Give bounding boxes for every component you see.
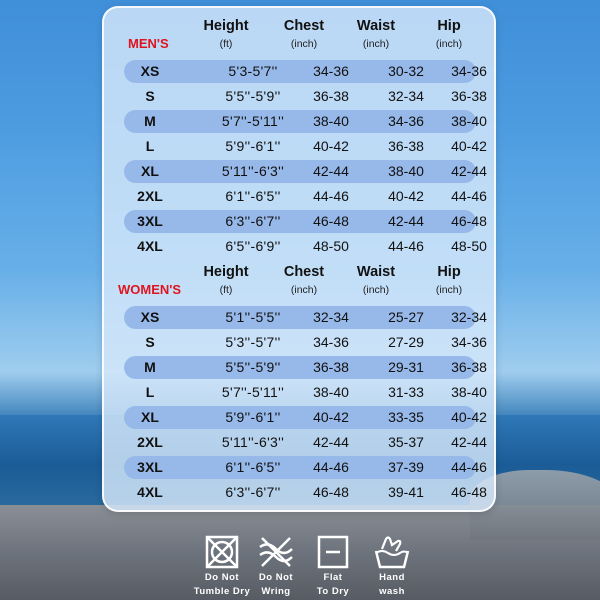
- care-label-line1: Do Not: [258, 572, 294, 583]
- cell-height: 5'3-5'7'': [228, 63, 278, 79]
- cell-size: 2XL: [137, 188, 163, 204]
- cell-hip: 38-40: [451, 113, 487, 129]
- cell-size: S: [145, 334, 155, 350]
- waist-unit: (inch): [362, 38, 390, 50]
- hand-wash-icon: [372, 535, 412, 569]
- cell-height: 6'1''-6'5'': [225, 188, 281, 204]
- height-header: [186, 18, 266, 50]
- care-label-line2: wash: [379, 586, 405, 597]
- cell-chest: 38-40: [313, 384, 349, 400]
- cell-waist: 37-39: [388, 459, 424, 475]
- care-label-line2: Tumble Dry: [193, 586, 251, 597]
- height-unit: (ft): [219, 284, 233, 296]
- cell-hip: 44-46: [451, 188, 487, 204]
- cell-height: 5'7''-5'11'': [221, 384, 285, 400]
- care-hand-wash: [358, 535, 426, 597]
- cell-height: 5'3''-5'7'': [225, 334, 281, 350]
- cell-height: 5'9''-6'1'': [225, 409, 281, 425]
- cell-chest: 36-38: [313, 359, 349, 375]
- cell-chest: 42-44: [313, 163, 349, 179]
- women-header: [104, 264, 498, 308]
- cell-hip: 48-50: [451, 238, 487, 254]
- cell-hip: 42-44: [451, 163, 487, 179]
- chest-title: Chest: [283, 18, 325, 34]
- cell-waist: 32-34: [388, 88, 424, 104]
- table-row: [124, 160, 487, 183]
- care-label-line2: To Dry: [316, 586, 350, 597]
- cell-size: 3XL: [137, 459, 163, 475]
- cell-size: 2XL: [137, 434, 163, 450]
- cell-hip: 36-38: [451, 359, 487, 375]
- table-row: [124, 456, 487, 479]
- cell-size: L: [145, 138, 155, 154]
- no-tumble-dry-icon: [204, 535, 240, 569]
- cell-size: L: [145, 384, 155, 400]
- cell-waist: 36-38: [388, 138, 424, 154]
- cell-height: 5'11''-6'3'': [221, 163, 285, 179]
- height-unit: (ft): [219, 38, 233, 50]
- hip-header: [409, 264, 489, 296]
- cell-size: 3XL: [137, 213, 163, 229]
- cell-height: 5'9''-6'1'': [225, 138, 281, 154]
- cell-waist: 25-27: [388, 309, 424, 325]
- cell-waist: 42-44: [388, 213, 424, 229]
- cell-height: 5'5''-5'9'': [225, 359, 281, 375]
- cell-waist: 40-42: [388, 188, 424, 204]
- care-label-line1: Do Not: [204, 572, 240, 583]
- table-row: [124, 431, 487, 454]
- cell-waist: 35-37: [388, 434, 424, 450]
- table-row: [124, 235, 487, 258]
- table-row: [124, 210, 487, 233]
- cell-waist: 31-33: [388, 384, 424, 400]
- cell-waist: 34-36: [388, 113, 424, 129]
- waist-title: Waist: [356, 264, 396, 280]
- cell-chest: 34-36: [313, 63, 349, 79]
- cell-hip: 38-40: [451, 384, 487, 400]
- hip-header: [409, 18, 489, 50]
- chest-unit: (inch): [290, 38, 318, 50]
- cell-height: 5'7''-5'11'': [221, 113, 285, 129]
- table-row: [124, 135, 487, 158]
- cell-size: XS: [140, 63, 160, 79]
- cell-height: 6'1''-6'5'': [225, 459, 281, 475]
- care-label-line1: Hand: [379, 572, 405, 583]
- cell-hip: 46-48: [451, 213, 487, 229]
- cell-chest: 42-44: [313, 434, 349, 450]
- cell-waist: 44-46: [388, 238, 424, 254]
- cell-height: 5'1''-5'5'': [225, 309, 281, 325]
- table-row: [124, 356, 487, 379]
- cell-chest: 36-38: [313, 88, 349, 104]
- cell-hip: 40-42: [451, 409, 487, 425]
- cell-chest: 48-50: [313, 238, 349, 254]
- cell-waist: 39-41: [388, 484, 424, 500]
- cell-height: 6'5''-6'9'': [225, 238, 281, 254]
- cell-chest: 44-46: [313, 459, 349, 475]
- cell-size: XL: [141, 163, 159, 179]
- cell-chest: 46-48: [313, 213, 349, 229]
- height-header: [186, 264, 266, 296]
- cell-size: 4XL: [137, 484, 163, 500]
- cell-hip: 32-34: [451, 309, 487, 325]
- cell-chest: 40-42: [313, 138, 349, 154]
- women-label: WOMEN'S: [118, 282, 182, 297]
- cell-height: 5'11''-6'3'': [221, 434, 285, 450]
- cell-waist: 38-40: [388, 163, 424, 179]
- cell-waist: 29-31: [388, 359, 424, 375]
- cell-size: M: [144, 113, 156, 129]
- table-row: [124, 85, 487, 108]
- cell-height: 6'3''-6'7'': [225, 213, 281, 229]
- cell-chest: 38-40: [313, 113, 349, 129]
- cell-height: 5'5''-5'9'': [225, 88, 281, 104]
- cell-waist: 33-35: [388, 409, 424, 425]
- hip-title: Hip: [437, 18, 461, 34]
- cell-hip: 34-36: [451, 334, 487, 350]
- cell-chest: 46-48: [313, 484, 349, 500]
- cell-size: M: [144, 359, 156, 375]
- table-row: [124, 60, 487, 83]
- waist-title: Waist: [356, 18, 396, 34]
- hip-title: Hip: [437, 264, 461, 280]
- cell-size: S: [145, 88, 155, 104]
- care-flat-dry: [299, 535, 367, 597]
- cell-waist: 27-29: [388, 334, 424, 350]
- hip-unit: (inch): [435, 38, 463, 50]
- cell-chest: 34-36: [313, 334, 349, 350]
- table-row: [124, 110, 487, 133]
- chest-header: [264, 18, 344, 50]
- hip-unit: (inch): [435, 284, 463, 296]
- cell-hip: 42-44: [451, 434, 487, 450]
- waist-unit: (inch): [362, 284, 390, 296]
- waist-header: [336, 18, 416, 50]
- chest-header: [264, 264, 344, 296]
- care-label-line2: Wring: [261, 586, 291, 597]
- chest-title: Chest: [283, 264, 325, 280]
- cell-hip: 46-48: [451, 484, 487, 500]
- cell-size: XS: [140, 309, 160, 325]
- height-title: Height: [203, 18, 249, 34]
- table-row: [124, 481, 487, 504]
- no-wring-icon: [256, 535, 296, 569]
- cell-hip: 34-36: [451, 63, 487, 79]
- cell-size: 4XL: [137, 238, 163, 254]
- size-chart-card: [102, 6, 496, 512]
- table-row: [124, 381, 487, 404]
- flat-dry-icon: [316, 535, 350, 569]
- cell-waist: 30-32: [388, 63, 424, 79]
- cell-hip: 44-46: [451, 459, 487, 475]
- cell-chest: 44-46: [313, 188, 349, 204]
- table-row: [124, 306, 487, 329]
- table-row: [124, 406, 487, 429]
- table-row: [124, 185, 487, 208]
- men-label: MEN'S: [128, 36, 169, 51]
- table-row: [124, 331, 487, 354]
- height-title: Height: [203, 264, 249, 280]
- waist-header: [336, 264, 416, 296]
- cell-size: XL: [141, 409, 159, 425]
- cell-height: 6'3''-6'7'': [225, 484, 281, 500]
- men-header: [104, 18, 498, 62]
- cell-chest: 32-34: [313, 309, 349, 325]
- chest-unit: (inch): [290, 284, 318, 296]
- care-label-line1: Flat: [323, 572, 343, 583]
- cell-hip: 36-38: [451, 88, 487, 104]
- cell-chest: 40-42: [313, 409, 349, 425]
- cell-hip: 40-42: [451, 138, 487, 154]
